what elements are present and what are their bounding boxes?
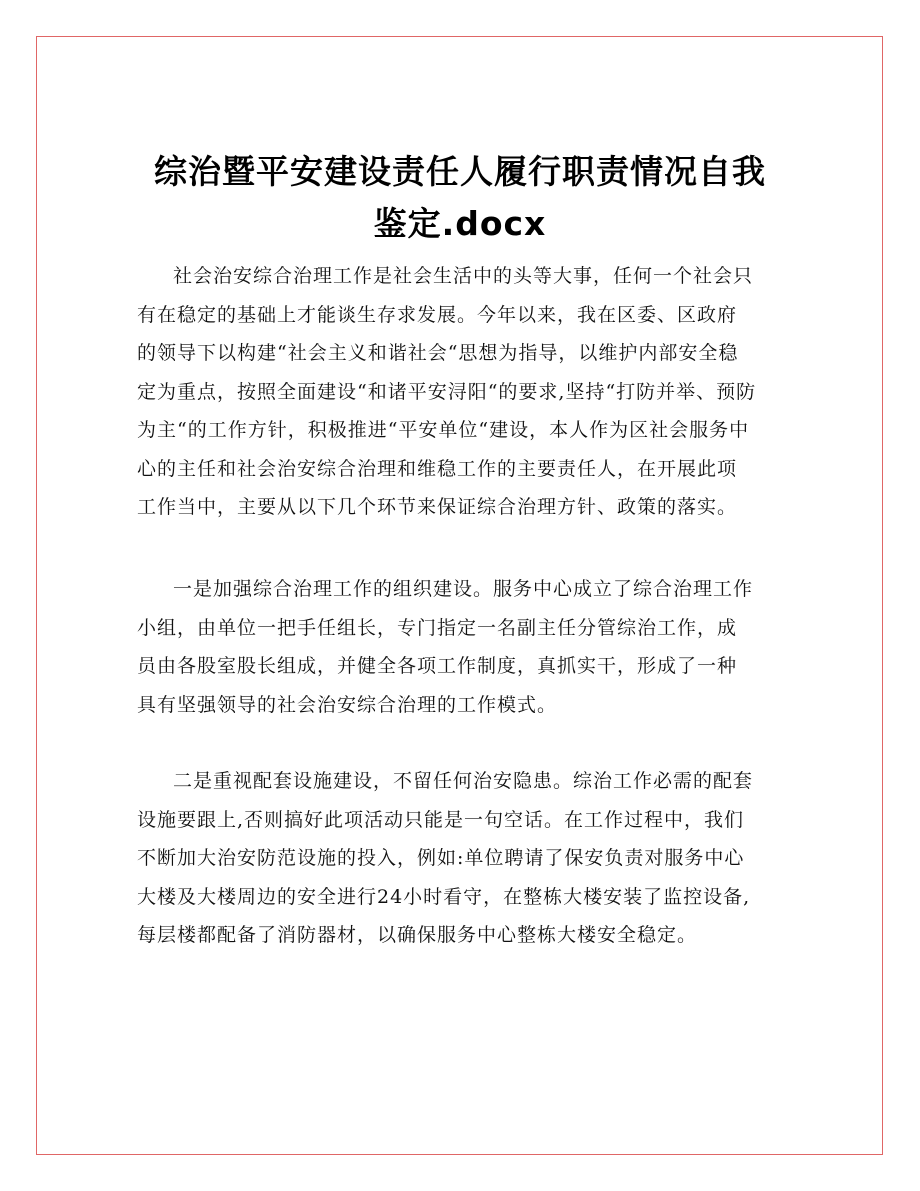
- paragraph-line: 有在稳定的基础上才能谈生存求发展。今年以来，我在区委、区政府: [137, 303, 738, 326]
- paragraph-line: 二是重视配套设施建设，不留任何治安隐患。综治工作必需的配套: [173, 770, 754, 792]
- paragraph-line: 工作当中，主要从以下几个环节来保证综合治理方针、政策的落实。: [137, 496, 738, 518]
- paragraph-2: [137, 570, 797, 724]
- paragraph-line: 心的主任和社会治安综合治理和维稳工作的主要责任人，在开展此项: [137, 457, 738, 480]
- paragraph-line: 的领导下以构建“社会主义和谐社会“思想为指导，以维护内部安全稳: [137, 342, 739, 364]
- document-title-line-1: 综治暨平安建设责任人履行职责情况自我: [154, 152, 766, 191]
- paragraph-3: [137, 762, 797, 955]
- paragraph-line: 大楼及大楼周边的安全进行24小时看守，在整栋大楼安装了监控设备,: [137, 885, 751, 908]
- paragraph-line: 不断加大治安防范设施的投入，例如:单位聘请了保安负责对服务中心: [137, 847, 745, 869]
- paragraph-line: 具有坚强领导的社会治安综合治理的工作模式。: [137, 693, 558, 716]
- paragraph-line: 小组，由单位一把手任组长，专门指定一名副主任分管综治工作，成: [137, 616, 738, 639]
- paragraph-line: 一是加强综合治理工作的组织建设。服务中心成立了综合治理工作: [173, 578, 754, 600]
- document-title-line-2: 鉴定.docx: [373, 204, 547, 243]
- paragraph-line: 社会治安综合治理工作是社会生活中的头等大事，任何一个社会只: [173, 265, 754, 287]
- paragraph-line: 为主“的工作方针，积极推进“平安单位“建设，本人作为区社会服务中: [137, 419, 750, 441]
- paragraph-line: 定为重点，按照全面建设“和诸平安浔阳“的要求,坚持“打防并举、预防: [137, 380, 757, 403]
- paragraph-line: 员由各股室股长组成，并健全各项工作制度，真抓实干，形成了一种: [137, 655, 738, 677]
- paragraph-1: [137, 257, 797, 527]
- paragraph-line: 设施要跟上,否则搞好此项活动只能是一句空话。在工作过程中，我们: [137, 808, 745, 831]
- paragraph-line: 每层楼都配备了消防器材，以确保服务中心整栋大楼安全稳定。: [137, 924, 698, 946]
